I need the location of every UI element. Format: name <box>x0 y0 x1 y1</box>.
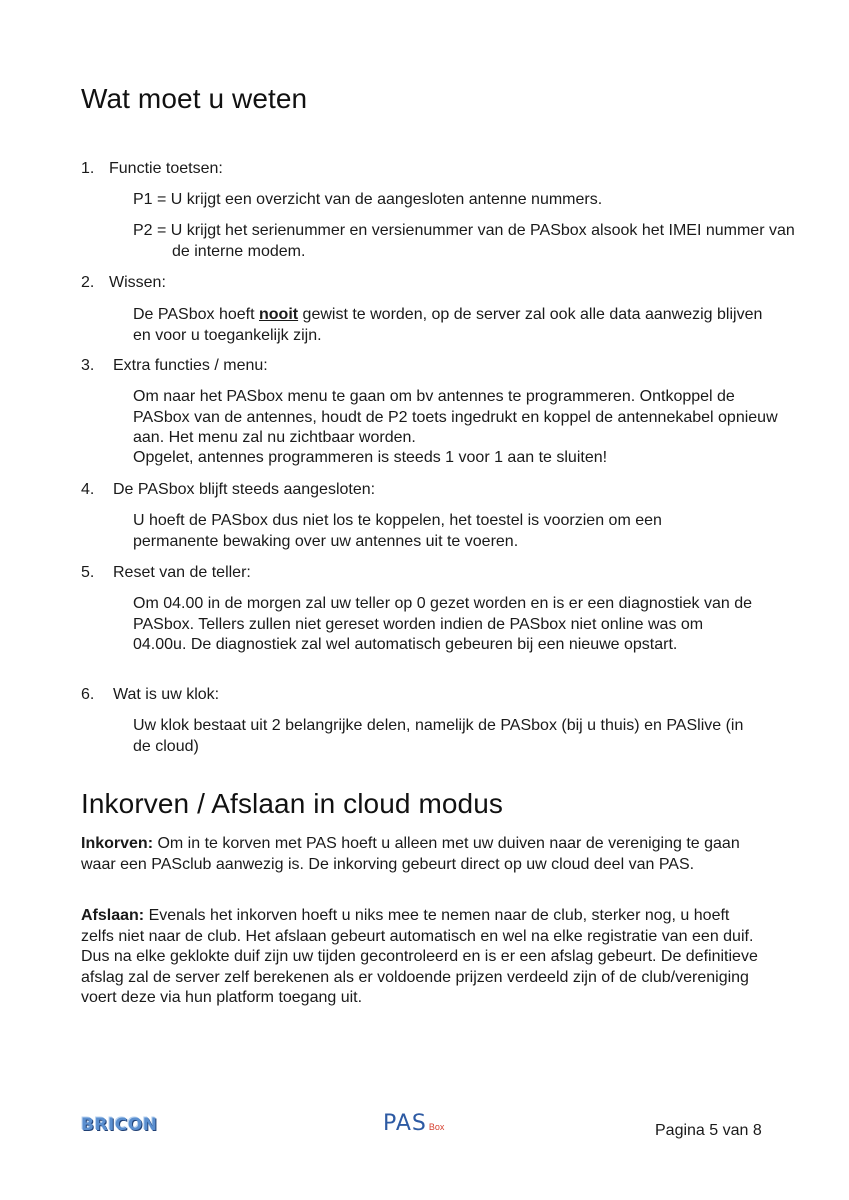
list-number-6: 6. <box>81 686 95 703</box>
item4-text: U hoeft de PASbox dus niet los te koppelen, het toestel is voorzien om een permanente bewaking over uw antennes uit te voeren. <box>133 512 662 550</box>
pas-logo-text: PAS <box>383 1111 427 1136</box>
inkorven-text: Om in te korven met PAS hoeft u alleen met uw duiven naar de vereniging te gaan waar een PASclub aanwezig is. De inkorving gebeurt direct op uw cloud deel van PAS. <box>81 835 740 873</box>
bricon-logo: BRICON <box>81 1115 158 1135</box>
item2-text-after: gewist te worden, op de server zal ook alle data aanwezig blijven en voor u toegankelijk zijn. <box>133 306 763 344</box>
section-heading-inkorven-afslaan: Inkorven / Afslaan in cloud modus <box>81 788 503 819</box>
list-title-wissen: Wissen: <box>109 274 166 291</box>
item1-p2-text: P2 = U krijgt het serienummer en versienummer van de PASbox alsook het IMEI nummer van de interne modem. <box>133 222 795 260</box>
item2-text <box>133 305 773 346</box>
afslaan-label: Afslaan: <box>81 907 145 924</box>
list-number-2: 2. <box>81 274 95 291</box>
list-number-3: 3. <box>81 357 95 374</box>
item3-text: Om naar het PASbox menu te gaan om bv antennes te programmeren. Ontkoppel de PASbox van de antennes, houdt de P2 toets ingedrukt en koppel de antennekabel opnieuw aan. Het menu zal nu zichtbaar worden. <box>133 388 778 446</box>
list-number-4: 4. <box>81 481 95 498</box>
page-number: Pagina 5 van 8 <box>655 1122 762 1139</box>
list-title-wat-is-uw-klok: Wat is uw klok: <box>113 686 220 703</box>
list-title-aangesloten: De PASbox blijft steeds aangesloten: <box>113 481 376 498</box>
afslaan-text: Evenals het inkorven hoeft u niks mee te nemen naar de club, sterker nog, u hoeft zelfs niet naar de club. Het afslaan gebeurt automatisch en wel na elke registratie van een duif. Dus na elke geklokte duif zijn uw tijden gecontroleerd en is er een afslag gebeurt. De definitieve afslag zal de server zelf berekenen als er voldoende prijzen verdeeld zijn of de club/vereniging voert deze via hun platform toegang uit. <box>81 907 758 1006</box>
list-title-extra-functies: Extra functies / menu: <box>113 357 268 374</box>
list-number-5: 5. <box>81 564 95 581</box>
section-heading-wat-moet-u-weten: Wat moet u weten <box>81 83 308 114</box>
inkorven-paragraph <box>81 834 766 875</box>
list-title-reset-teller: Reset van de teller: <box>113 564 251 581</box>
item1-p1-text: P1 = U krijgt een overzicht van de aangesloten antenne nummers. <box>133 191 603 208</box>
list-title-functie-toetsen: Functie toetsen: <box>109 160 223 177</box>
item6-text: Uw klok bestaat uit 2 belangrijke delen, namelijk de PASbox (bij u thuis) en PASlive (in de cloud) <box>133 717 744 755</box>
afslaan-paragraph <box>81 906 766 1009</box>
item2-text-before: De PASbox hoeft <box>133 306 259 323</box>
item5-text: Om 04.00 in de morgen zal uw teller op 0 gezet worden en is er een diagnostiek van de PASbox. Tellers zullen niet gereset worden indien de PASbox niet online was om 04.00u. De diagnostiek zal wel automatisch gebeuren bij een nieuwe opstart. <box>133 595 753 653</box>
pasbox-logo <box>383 1111 444 1136</box>
list-number-1: 1. <box>81 160 95 177</box>
item3-note: Opgelet, antennes programmeren is steeds 1 voor 1 aan te sluiten! <box>133 449 608 466</box>
box-logo-text: Box <box>428 1122 445 1132</box>
inkorven-label: Inkorven: <box>81 835 154 852</box>
item2-emphasis-nooit: nooit <box>259 306 299 323</box>
